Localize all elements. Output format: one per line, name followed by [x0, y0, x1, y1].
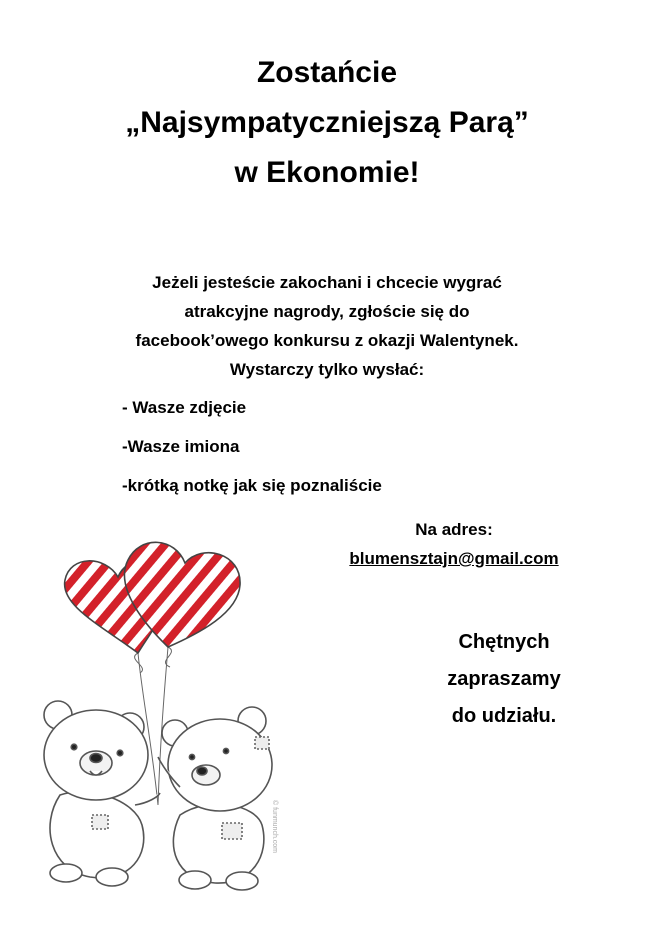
- invite-line-3: do udziału.: [451, 705, 557, 727]
- intro-line-2: atrakcyjne nagrody, zgłoście się do: [184, 302, 470, 321]
- intro-line-1: Jeżeli jesteście zakochani i chcecie wygrać: [152, 273, 502, 292]
- invite-line-1: Chętnych: [458, 631, 550, 653]
- intro-line-4: Wystarczy tylko wysłać:: [229, 360, 425, 379]
- requirement-item: - Wasze zdjęcie: [122, 398, 247, 417]
- email-link[interactable]: blumensztajn@gmail.com: [349, 549, 559, 568]
- watermark-text: © funmunch.com: [271, 800, 278, 854]
- teddy-bear-right-icon: [158, 707, 272, 890]
- requirement-item: -Wasze imiona: [122, 437, 240, 456]
- invite-line-2: zapraszamy: [447, 668, 561, 690]
- requirements-list: [122, 395, 382, 512]
- title-line-3: w Ekonomie!: [234, 156, 420, 189]
- poster-title: [0, 48, 654, 198]
- intro-line-3: facebook’owego konkursu z okazji Walentynek.: [135, 331, 519, 350]
- intro-paragraph: [0, 268, 654, 384]
- title-line-2: „Najsympatyczniejszą Parą”: [125, 106, 529, 139]
- invitation-text: [404, 624, 604, 735]
- teddy-bear-left-icon: [44, 701, 160, 886]
- title-line-1: Zostańcie: [256, 56, 398, 89]
- address-block: [330, 515, 578, 573]
- address-label: Na adres:: [415, 520, 493, 539]
- requirement-item: -krótką notkę jak się poznaliście: [122, 476, 382, 495]
